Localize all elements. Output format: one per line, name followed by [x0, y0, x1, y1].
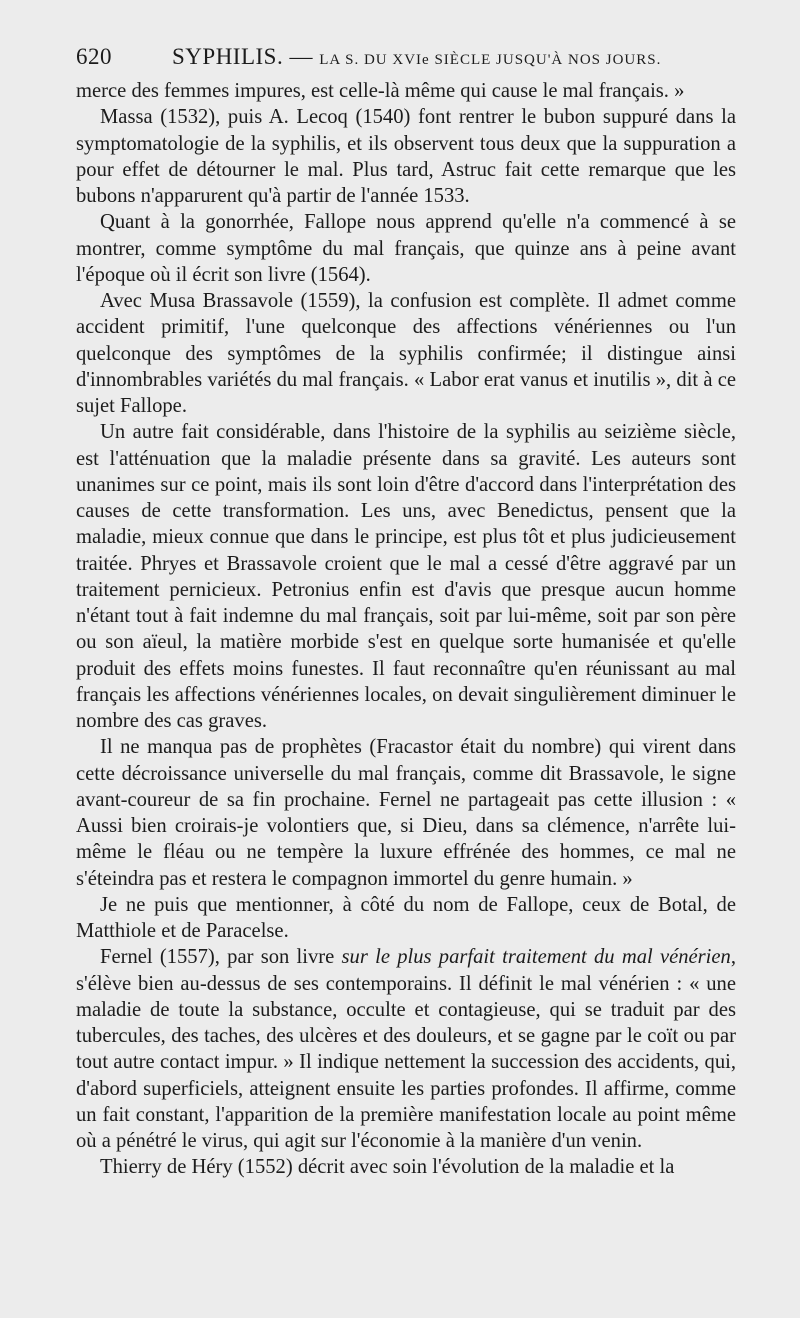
- fernel-after: , s'élève bien au-dessus de ses contemporains. Il définit le mal vénérien : « une maladie de toute la substance, occulte et contagieuse, qui se traduit par des tubercules, des taches, des ulcères et des douleurs, et se gagne par le coït ou par tout autre contact impur. » Il indique nettement la succession des accidents, qui, d'abord superficiels, atteignent ensuite les parties profondes. Il affirme, comme un fait constant, l'apparition de la première manifestation locale au point même où a pénétré le virus, qui agit sur l'économie à la manière d'un venin.: [76, 946, 737, 1152]
- page-number: 620: [76, 44, 112, 69]
- body-text: [76, 78, 736, 1181]
- paragraph-6: Il ne manqua pas de prophètes (Fracastor était du nombre) qui virent dans cette décroissance universelle du mal français, comme dit Brassavole, le signe avant-coureur de sa fin prochaine. Fernel ne partageait pas cette illusion : « Aussi bien croirais-je volontiers que, si Dieu, dans sa clémence, n'arrête lui-même le fléau ou ne tempère la luxure effrénée des hommes, ce mal ne s'éteindra pas et restera le compagnon immortel du genre humain. »: [76, 736, 736, 890]
- paragraph-4: Avec Musa Brassavole (1559), la confusion est complète. Il admet comme accident primitif, l'une quelconque des affections vénériennes ou l'un quelconque des symptômes de la syphilis confirmée; il distingue ainsi d'innombrables variétés du mal français. « Labor erat vanus et inutilis », dit à ce sujet Fallope.: [76, 290, 736, 417]
- fernel-before: Fernel (1557), par son livre: [100, 946, 342, 969]
- paragraph-7: Je ne puis que mentionner, à côté du nom de Fallope, ceux de Botal, de Matthiole et de Paracelse.: [76, 893, 736, 942]
- paragraph-fernel: [76, 944, 736, 1154]
- paragraph-5: Un autre fait considérable, dans l'histoire de la syphilis au seizième siècle, est l'atténuation que la maladie présente dans sa gravité. Les auteurs sont unanimes sur ce point, mais ils sont loin d'être d'accord dans l'interprétation des causes de cette transformation. Les uns, avec Benedictus, pensent que la maladie, mieux connue que dans le principe, est plus tôt et plus judicieusement traitée. Phryes et Brassavole croient que le mal a cessé d'être aggravé par un traitement pernicieux. Petronius enfin est d'avis que presque aucun homme n'étant tout à fait indemne du mal français, soit par lui-même, soit par son père ou son aïeul, la matière morbide s'est en quelque sorte humanisée et qu'elle produit des effets moins funestes. Il faut reconnaître qu'en réunissant au mal français les affections vénériennes locales, on devait singulièrement diminuer le nombre des cas graves.: [76, 421, 736, 732]
- paragraph-3: Quant à la gonorrhée, Fallope nous apprend qu'elle n'a commencé à se montrer, comme symptôme du mal français, que quinze ans à peine avant l'époque où il écrit son livre (1564).: [76, 211, 736, 286]
- paragraph-1: merce des femmes impures, est celle-là même qui cause le mal français. »: [76, 80, 685, 102]
- running-head: [172, 44, 661, 70]
- fernel-book-title: sur le plus parfait traitement du mal vénérien: [341, 946, 731, 969]
- paragraph-2: Massa (1532), puis A. Lecoq (1540) font rentrer le bubon suppuré dans la symptomatologie de la syphilis, et ils observent tous deux que la suppuration a pour effet de détourner le mal. Plus tard, Astruc fait cette remarque que les bubons n'apparurent qu'à partir de l'année 1533.: [76, 106, 736, 207]
- running-title-main: SYPHILIS. —: [172, 44, 320, 69]
- paragraph-last: Thierry de Héry (1552) décrit avec soin l'évolution de la maladie et la: [100, 1156, 675, 1179]
- running-title-sub: LA S. DU XVIe SIÈCLE JUSQU'À NOS JOURS.: [319, 52, 662, 68]
- page-header: [76, 38, 736, 74]
